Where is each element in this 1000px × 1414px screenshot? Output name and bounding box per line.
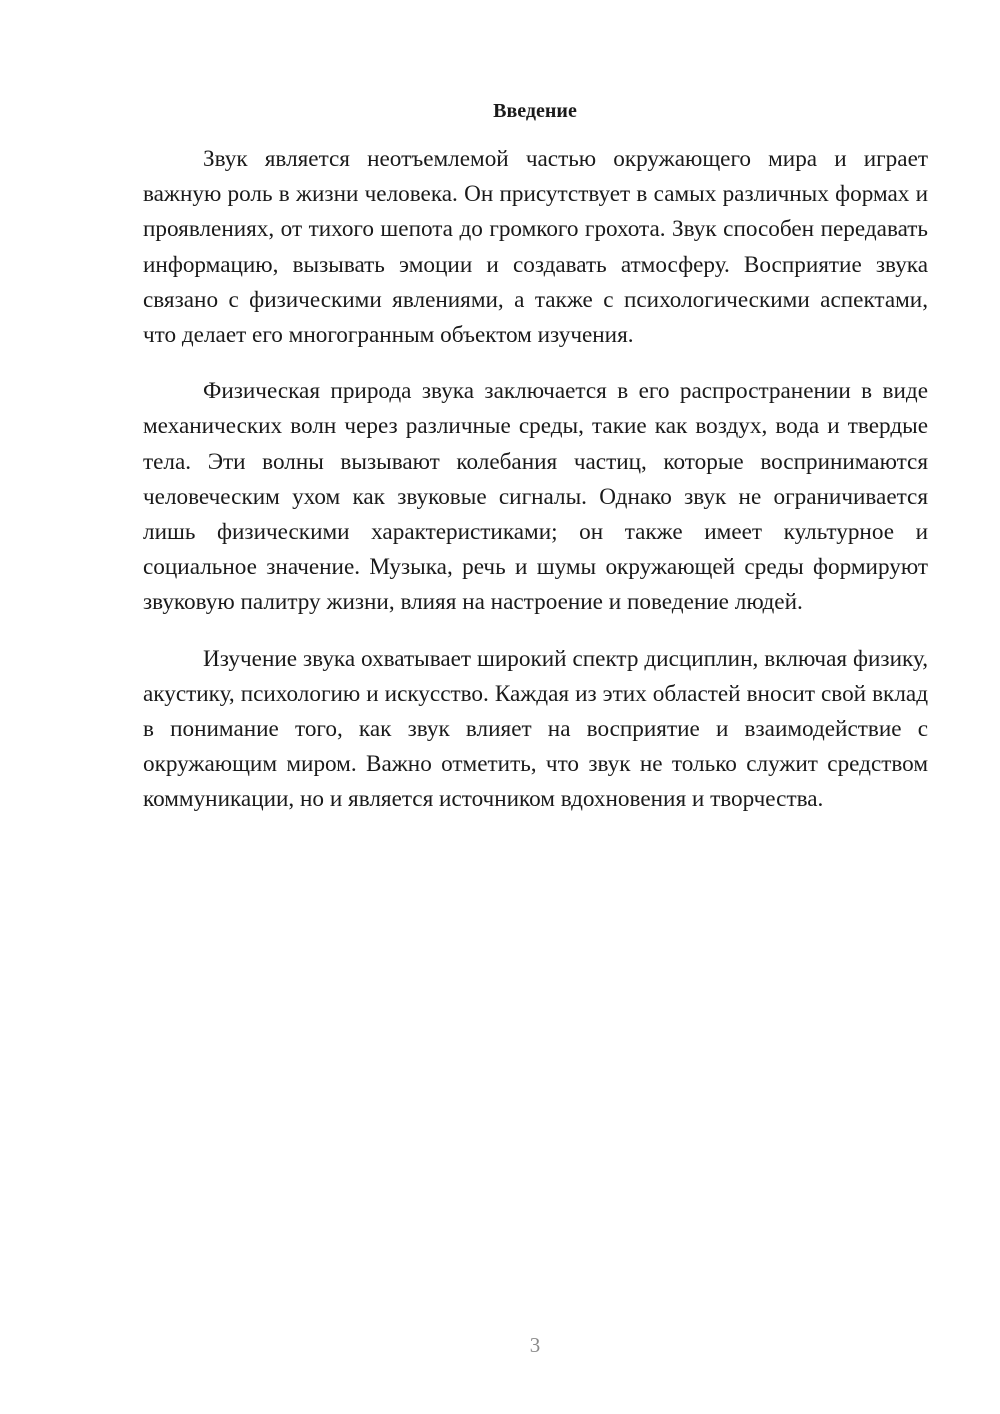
paragraph-3: Изучение звука охватывает широкий спектр дисциплин, включая физику, акустику, психологию и искусство. Каждая из этих областей вносит свой вклад в понимание того, как звук влияет на восприятие и взаимодействие с окружающим миром. Важно отметить, что звук не только служит средством коммуникации, но и является источником вдохновения и творчества. <box>143 645 928 813</box>
section-title: Введение <box>493 100 577 122</box>
paragraph-2: Физическая природа звука заключается в его распространении в виде механических волн через различные среды, такие как воздух, вода и твердые тела. Эти волны вызывают колебания частиц, которые воспринимаются человеческим ухом как звуковые сигналы. Однако звук не ограничивается лишь физическими характеристиками; он также имеет культурное и социальное значение. Музыка, речь и шумы окружающей среды формируют звуковую палитру жизни, влияя на настроение и поведение людей. <box>143 378 928 616</box>
paragraph-1: Звук является неотъемлемой частью окружающего мира и играет важную роль в жизни человека. Он присутствует в самых различных формах и проявлениях, от тихого шепота до громкого грохота. Звук способен передавать информацию, вызывать эмоции и создавать атмосферу. Восприятие звука связано с физическими явлениями, а также с психологическими аспектами, что делает его многогранным объектом изучения. <box>143 146 928 349</box>
page-number: 3 <box>529 1333 541 1357</box>
body-text <box>143 142 928 839</box>
